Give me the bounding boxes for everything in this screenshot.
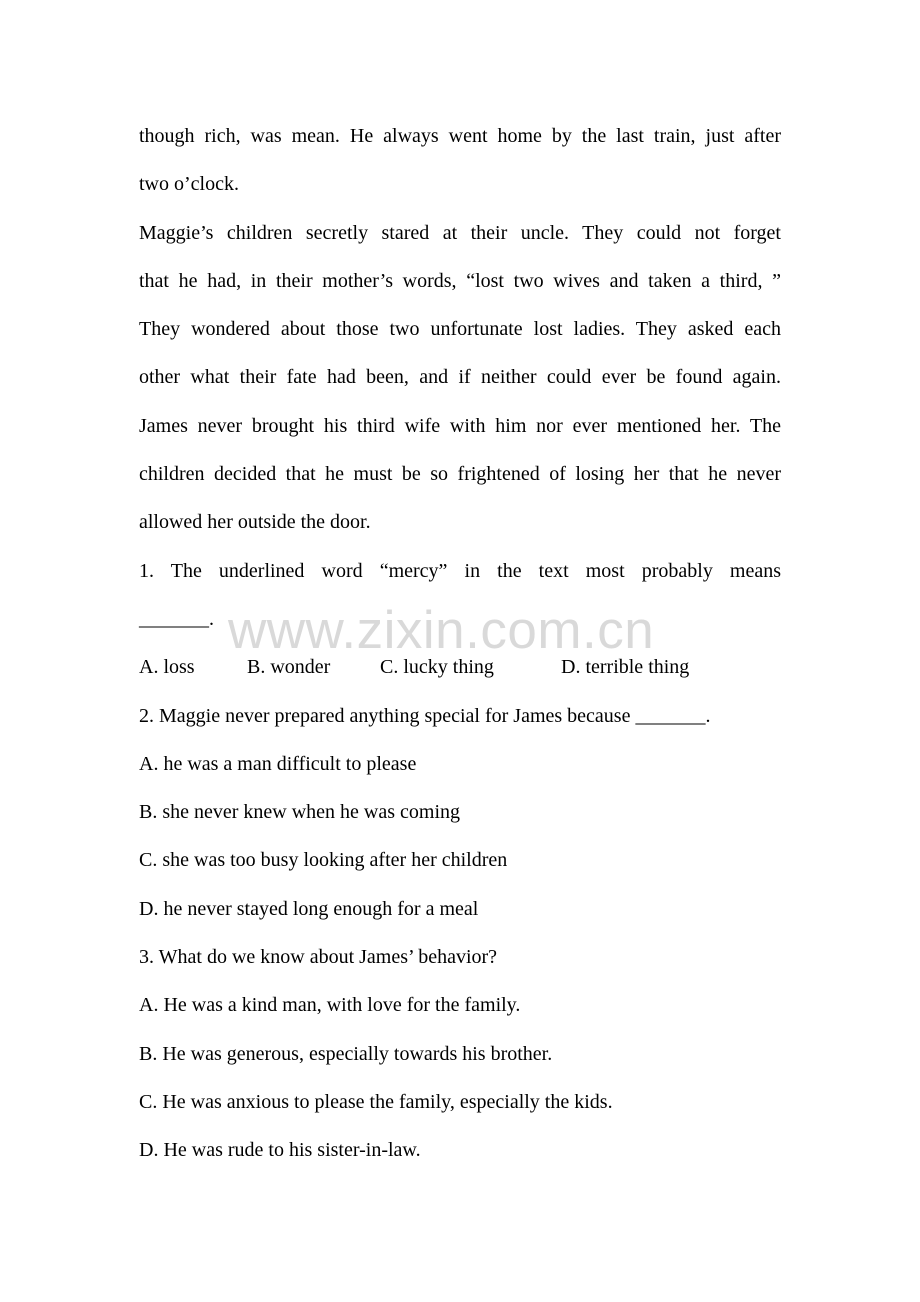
passage-line: other what their fate had been, and if neither could ever be found again.: [139, 366, 781, 389]
passage-line: though rich, was mean. He always went home by the last train, just after: [139, 125, 781, 147]
option-b: B. she never knew when he was coming: [139, 801, 461, 824]
option-b: B. wonder: [247, 656, 331, 679]
passage-line: They wondered about those two unfortunate lost ladies. They asked each: [139, 318, 781, 341]
option-d: D. terrible thing: [561, 656, 690, 679]
option-b: B. He was generous, especially towards his brother.: [139, 1042, 553, 1065]
passage-line: Maggie’s children secretly stared at their uncle. They could not forget: [139, 221, 781, 244]
option-a: A. He was a kind man, with love for the family.: [139, 994, 521, 1017]
passage-line: allowed her outside the door.: [139, 511, 371, 534]
passage-line: that he had, in their mother’s words, “lost two wives and taken a third, ”: [139, 269, 781, 292]
option-a: A. loss: [139, 656, 195, 679]
option-d: D. he never stayed long enough for a meal: [139, 897, 479, 920]
passage-line: James never brought his third wife with him nor ever mentioned her. The: [139, 414, 781, 437]
option-a: A. he was a man difficult to please: [139, 752, 417, 775]
question-1-blank: _______.: [139, 607, 214, 630]
passage-line: children decided that he must be so frightened of losing her that he never: [139, 463, 781, 486]
option-c: C. she was too busy looking after her children: [139, 849, 508, 872]
passage-line: two o’clock.: [139, 173, 239, 196]
watermark: www.zixin.com.cn: [228, 601, 655, 660]
question-1-options: [139, 643, 781, 691]
option-c: C. He was anxious to please the family, especially the kids.: [139, 1090, 613, 1113]
document-body: [139, 112, 781, 1175]
question-2-stem: 2. Maggie never prepared anything special for James because _______.: [139, 704, 711, 727]
question-3-stem: 3. What do we know about James’ behavior?: [139, 946, 498, 969]
option-c: C. lucky thing: [380, 656, 494, 679]
option-d: D. He was rude to his sister-in-law.: [139, 1139, 421, 1162]
question-1-stem: 1. The underlined word “mercy” in the text most probably means: [139, 559, 781, 582]
